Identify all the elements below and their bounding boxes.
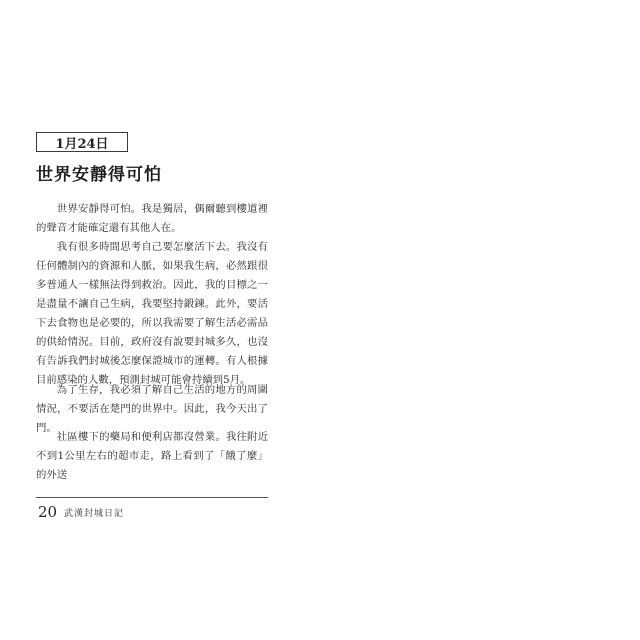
- running-head: 武漢封城日記: [64, 509, 125, 519]
- body-paragraph: 為了生存，我必須了解自己生活的地方的周圍情況，不要活在楚門的世界中。因此，我今天出了門。: [36, 384, 268, 434]
- footer-rule: [36, 497, 268, 498]
- body-paragraph: 社區樓下的藥局和便利店都沒營業。我往附近不到1公里左右的超市走，路上看到了「餓了麼」的外送: [36, 431, 268, 481]
- date-heading: 1月24日: [36, 132, 128, 152]
- body-paragraph: 世界安靜得可怕。我是獨居，偶爾聽到樓道裡的聲音才能確定還有其他人在。: [36, 203, 268, 234]
- chapter-title: 世界安靜得可怕: [36, 165, 162, 185]
- page-number: 20: [38, 503, 58, 521]
- right-page: [320, 0, 640, 640]
- body-paragraph: 我有很多時間思考自己要怎麼活下去。我沒有任何體制內的資源和人脈，如果我生病，必然跟很多普通人一樣無法得到救治。因此，我的目標之一是盡量不讓自己生病，我要堅持鍛鍊。此外，要活下去食物也是必要的，所以我需要了解生活必需品的供給情況。目前，政府沒有說要封城多久，也沒有告訴我們封城後怎麼保證城市的運轉。有人根據目前感染的人數，預測封城可能會持續到5月。: [36, 241, 268, 386]
